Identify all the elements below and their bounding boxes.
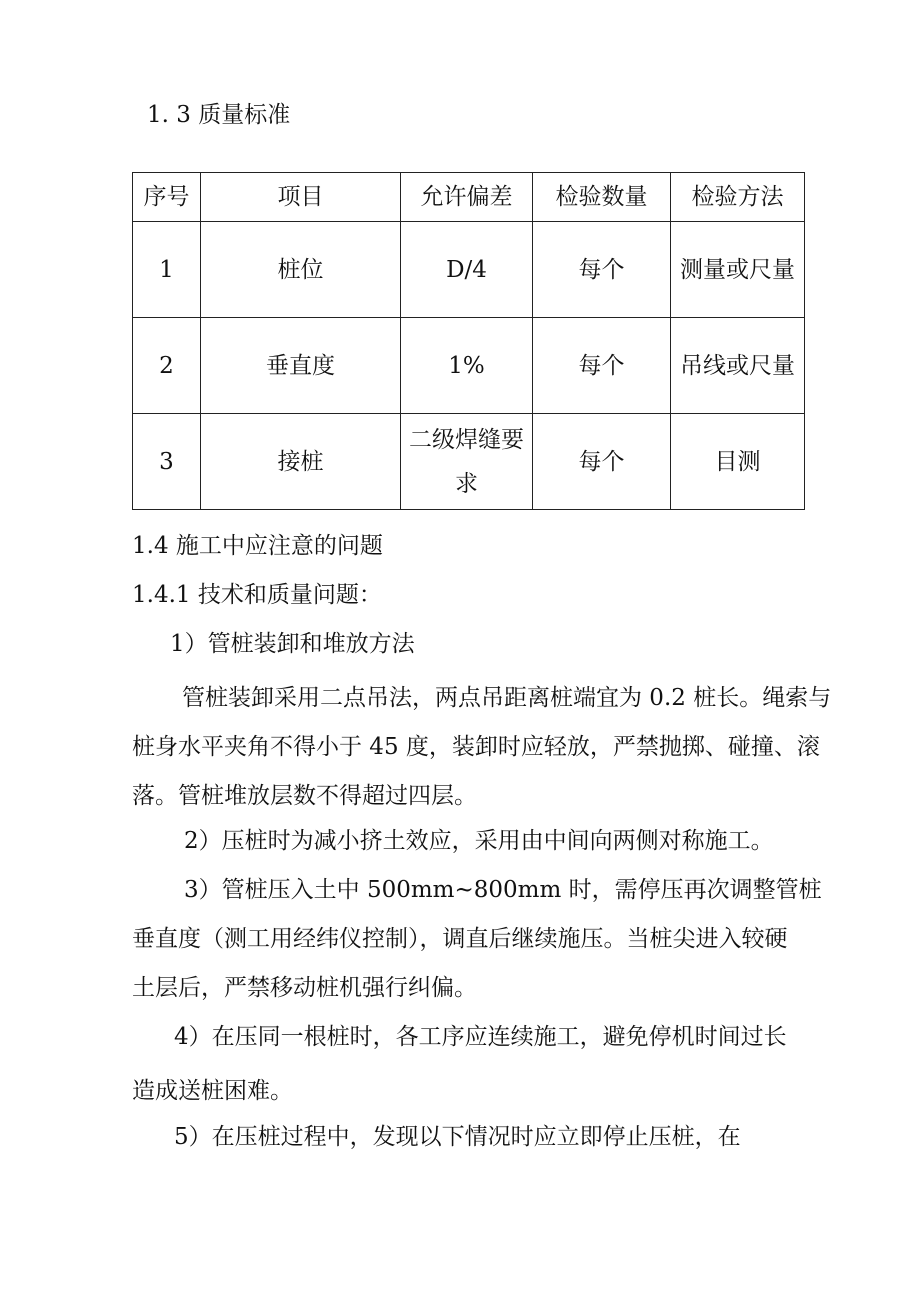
- cell-quantity: 每个: [533, 414, 671, 510]
- item4-line1: 4）在压同一根桩时，各工序应连续施工，避免停机时间过长: [174, 1024, 787, 1050]
- cell-index: 2: [133, 318, 201, 414]
- item5-line1: 5）在压桩过程中，发现以下情况时应立即停止压桩，在: [174, 1124, 741, 1150]
- cell-item: 桩位: [201, 222, 401, 318]
- cell-item: 接桩: [201, 414, 401, 510]
- item1-line1: 管桩装卸采用二点吊法，两点吊距离桩端宜为 0.2 桩长。绳索与: [182, 685, 832, 711]
- header-inspection-quantity: 检验数量: [533, 173, 671, 222]
- item3-line2: 垂直度（测工用经纬仪控制），调直后继续施压。当桩尖进入较硬: [132, 926, 788, 952]
- item3-line3: 土层后，严禁移动桩机强行纠偏。: [132, 975, 477, 1001]
- cell-index: 1: [133, 222, 201, 318]
- table-row: [133, 318, 805, 414]
- section-title-quality-standard: 1. 3 质量标准: [147, 102, 291, 128]
- cell-method: 测量或尺量: [671, 222, 805, 318]
- cell-index: 3: [133, 414, 201, 510]
- cell-tolerance: [401, 414, 533, 510]
- item1-line3: 落。管桩堆放层数不得超过四层。: [132, 783, 477, 809]
- cell-tolerance: D/4: [401, 222, 533, 318]
- item1-title: 1）管桩装卸和堆放方法: [170, 631, 415, 657]
- cell-item: 垂直度: [201, 318, 401, 414]
- item5-paragraph: [132, 1113, 804, 1162]
- cell-quantity: 每个: [533, 222, 671, 318]
- table-row: [133, 414, 805, 510]
- table-header-row: [133, 173, 805, 222]
- quality-standard-table: [132, 172, 805, 510]
- cell-tolerance-line2: 求: [455, 470, 478, 497]
- item4-paragraph: [132, 1010, 804, 1118]
- cell-method: 目测: [671, 414, 805, 510]
- header-tolerance: 允许偏差: [401, 173, 533, 222]
- header-item: 项目: [201, 173, 401, 222]
- header-inspection-method: 检验方法: [671, 173, 805, 222]
- item3-paragraph: [132, 866, 822, 1013]
- item2-paragraph: [132, 817, 804, 866]
- cell-method: 吊线或尺量: [671, 318, 805, 414]
- header-index: 序号: [133, 173, 201, 222]
- item1-line2: 桩身水平夹角不得小于 45 度，装卸时应轻放，严禁抛掷、碰撞、滚: [132, 734, 820, 760]
- subsection-title-tech-quality: 1.4.1 技术和质量问题：: [132, 582, 382, 608]
- item2-line1: 2）压桩时为减小挤土效应，采用由中间向两侧对称施工。: [184, 828, 774, 854]
- item3-line1: 3）管桩压入土中 500mm~800mm 时，需停压再次调整管桩: [184, 877, 822, 903]
- cell-tolerance-line1: 二级焊缝要: [409, 426, 524, 453]
- section-title-construction-notes: 1.4 施工中应注意的问题: [132, 533, 383, 559]
- cell-tolerance: 1%: [401, 318, 533, 414]
- item1-paragraph: [132, 674, 832, 821]
- table-row: [133, 222, 805, 318]
- item4-line2: 造成送桩困难。: [132, 1078, 293, 1104]
- cell-quantity: 每个: [533, 318, 671, 414]
